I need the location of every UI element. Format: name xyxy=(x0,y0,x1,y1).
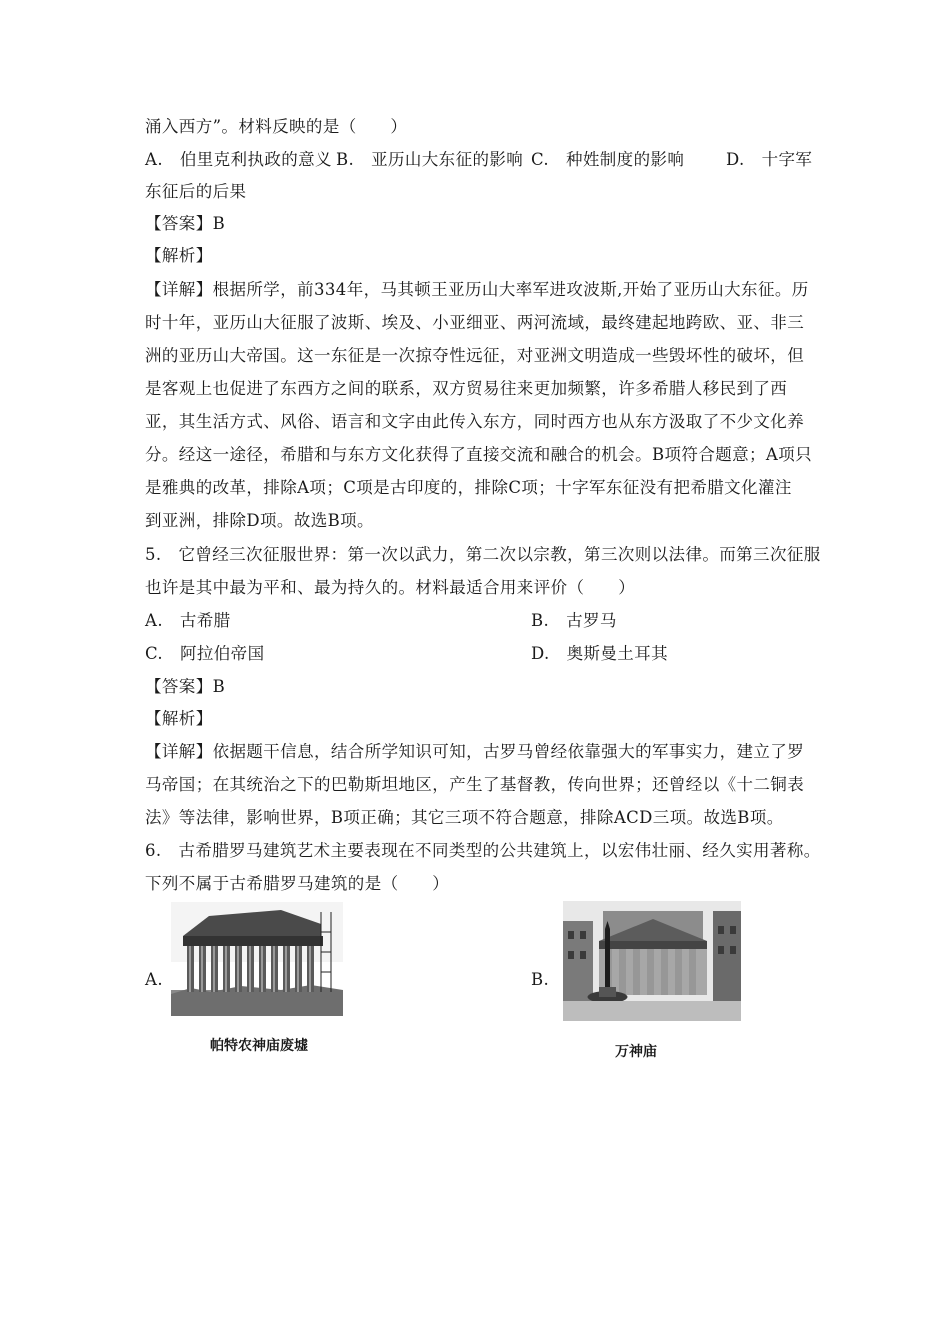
q6-option-a-label: A. xyxy=(145,970,163,989)
parthenon-image xyxy=(171,902,343,1016)
q6-option-a-caption: 帕特农神庙废墟 xyxy=(210,1038,308,1054)
q5-option-d: D. 奥斯曼土耳其 xyxy=(531,644,668,663)
q4-answer: 【答案】B xyxy=(145,214,226,233)
q5-detail-line: 马帝国；在其统治之下的巴勒斯坦地区，产生了基督教，传向世界；还曾经以《十二铜表 xyxy=(145,775,805,794)
q4-detail-line: 亚，其生活方式、风俗、语言和文字由此传入东方，同时西方也从东方汲取了不少文化养 xyxy=(145,412,805,431)
q4-detail-line: 是雅典的改革，排除A项；C项是古印度的，排除C项；十字军东征没有把希腊文化灌注 xyxy=(145,478,792,497)
q4-option-b: B. 亚历山大东征的影响 xyxy=(336,150,524,169)
q4-detail-line: 是客观上也促进了东西方之间的联系，双方贸易往来更加频繁，许多希腊人移民到了西 xyxy=(145,379,788,398)
q6-option-b-caption: 万神庙 xyxy=(615,1044,657,1060)
q5-option-b: B. 古罗马 xyxy=(531,611,617,630)
q6-option-b-label: B. xyxy=(531,970,550,989)
q4-detail-line: 【详解】根据所学，前334年，马其顿王亚历山大率军进攻波斯,开始了亚历山大东征。历 xyxy=(145,280,809,299)
q4-analysis-label: 【解析】 xyxy=(145,246,213,265)
q4-option-d-continued: 东征后的后果 xyxy=(145,182,247,201)
q4-option-a: A. 伯里克利执政的意义 xyxy=(145,150,332,169)
q5-detail-line: 【详解】依据题干信息，结合所学知识可知，古罗马曾经依靠强大的军事实力，建立了罗 xyxy=(145,742,805,761)
q5-detail-line: 法》等法律，影响世界，B项正确；其它三项不符合题意，排除ACD三项。故选B项。 xyxy=(145,808,784,827)
q6-stem-line: 6. 古希腊罗马建筑艺术主要表现在不同类型的公共建筑上，以宏伟壮丽、经久实用著称。 xyxy=(145,841,821,860)
q6-stem-line: 下列不属于古希腊罗马建筑的是（ ） xyxy=(145,874,450,893)
q4-option-c: C. 种姓制度的影响 xyxy=(531,150,685,169)
q5-stem-line: 也许是其中最为平和、最为持久的。材料最适合用来评价（ ） xyxy=(145,578,636,597)
q4-detail-line: 时十年，亚历山大征服了波斯、埃及、小亚细亚、两河流域，最终建起地跨欧、亚、非三 xyxy=(145,313,805,332)
q4-stem-tail: 涌入西方”。材料反映的是（ ） xyxy=(145,117,408,136)
pantheon-image xyxy=(563,901,741,1021)
q5-stem-line: 5. 它曾经三次征服世界：第一次以武力，第二次以宗教，第三次则以法律。而第三次征服 xyxy=(145,545,821,564)
q5-option-a: A. 古希腊 xyxy=(145,611,231,630)
q4-detail-line: 到亚洲，排除D项。故选B项。 xyxy=(145,511,374,530)
q5-answer: 【答案】B xyxy=(145,677,226,696)
q4-detail-line: 洲的亚历山大帝国。这一东征是一次掠夺性远征，对亚洲文明造成一些毁坏性的破坏，但 xyxy=(145,346,805,365)
q4-option-d: D. 十字军 xyxy=(726,150,813,169)
q4-detail-line: 分。经这一途径，希腊和与东方文化获得了直接交流和融合的机会。B项符合题意；A项只 xyxy=(145,445,813,464)
q5-analysis-label: 【解析】 xyxy=(145,709,213,728)
q5-option-c: C. 阿拉伯帝国 xyxy=(145,644,265,663)
